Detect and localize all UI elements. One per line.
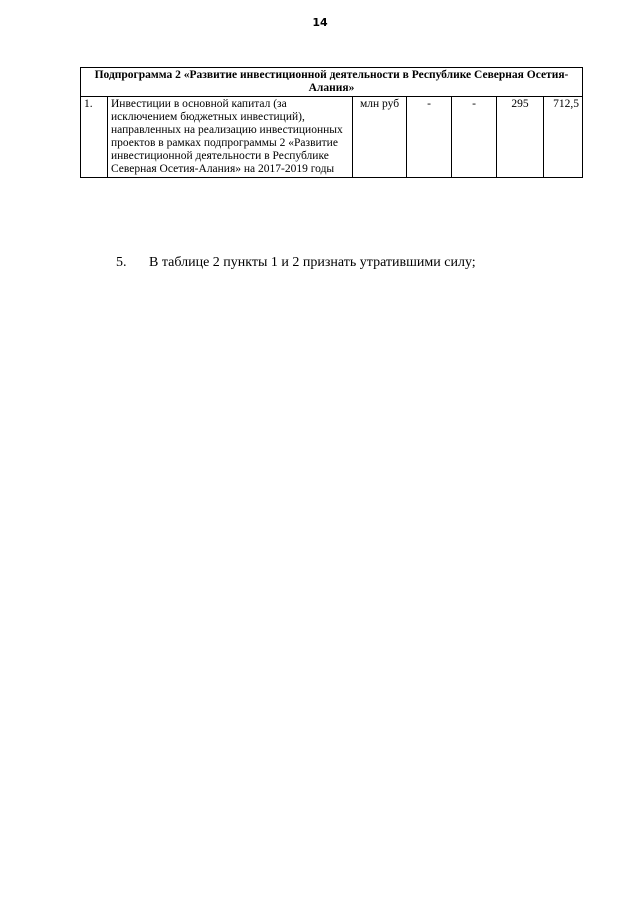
- indicator-name: Инвестиции в основной капитал (за исключением бюджетных инвестиций), направленных на реализацию инвестиционных проектов в рамках подпрограммы 2 «Развитие инвестиционной деятельности в Республике Северная Осетия-Алания» на 2017-2019 годы: [108, 97, 353, 178]
- unit-cell: млн руб: [353, 97, 407, 178]
- paragraph-number: 5.: [116, 255, 127, 270]
- paragraph-text: В таблице 2 пункты 1 и 2 признать утратившими силу;: [149, 255, 476, 270]
- value-cell-4: 712,5: [544, 97, 583, 178]
- indicators-table: [80, 67, 583, 178]
- value-cell-2: -: [452, 97, 497, 178]
- row-number: 1.: [81, 97, 108, 178]
- amendment-paragraph: [116, 255, 476, 271]
- value-cell-1: -: [407, 97, 452, 178]
- value-cell-3: 295: [497, 97, 544, 178]
- subprogram-title: Подпрограмма 2 «Развитие инвестиционной деятельности в Республике Северная Осетия-Алания»: [81, 68, 583, 97]
- page-number: 14: [312, 16, 328, 29]
- table-header-row: [81, 68, 583, 97]
- table-row: [81, 97, 583, 178]
